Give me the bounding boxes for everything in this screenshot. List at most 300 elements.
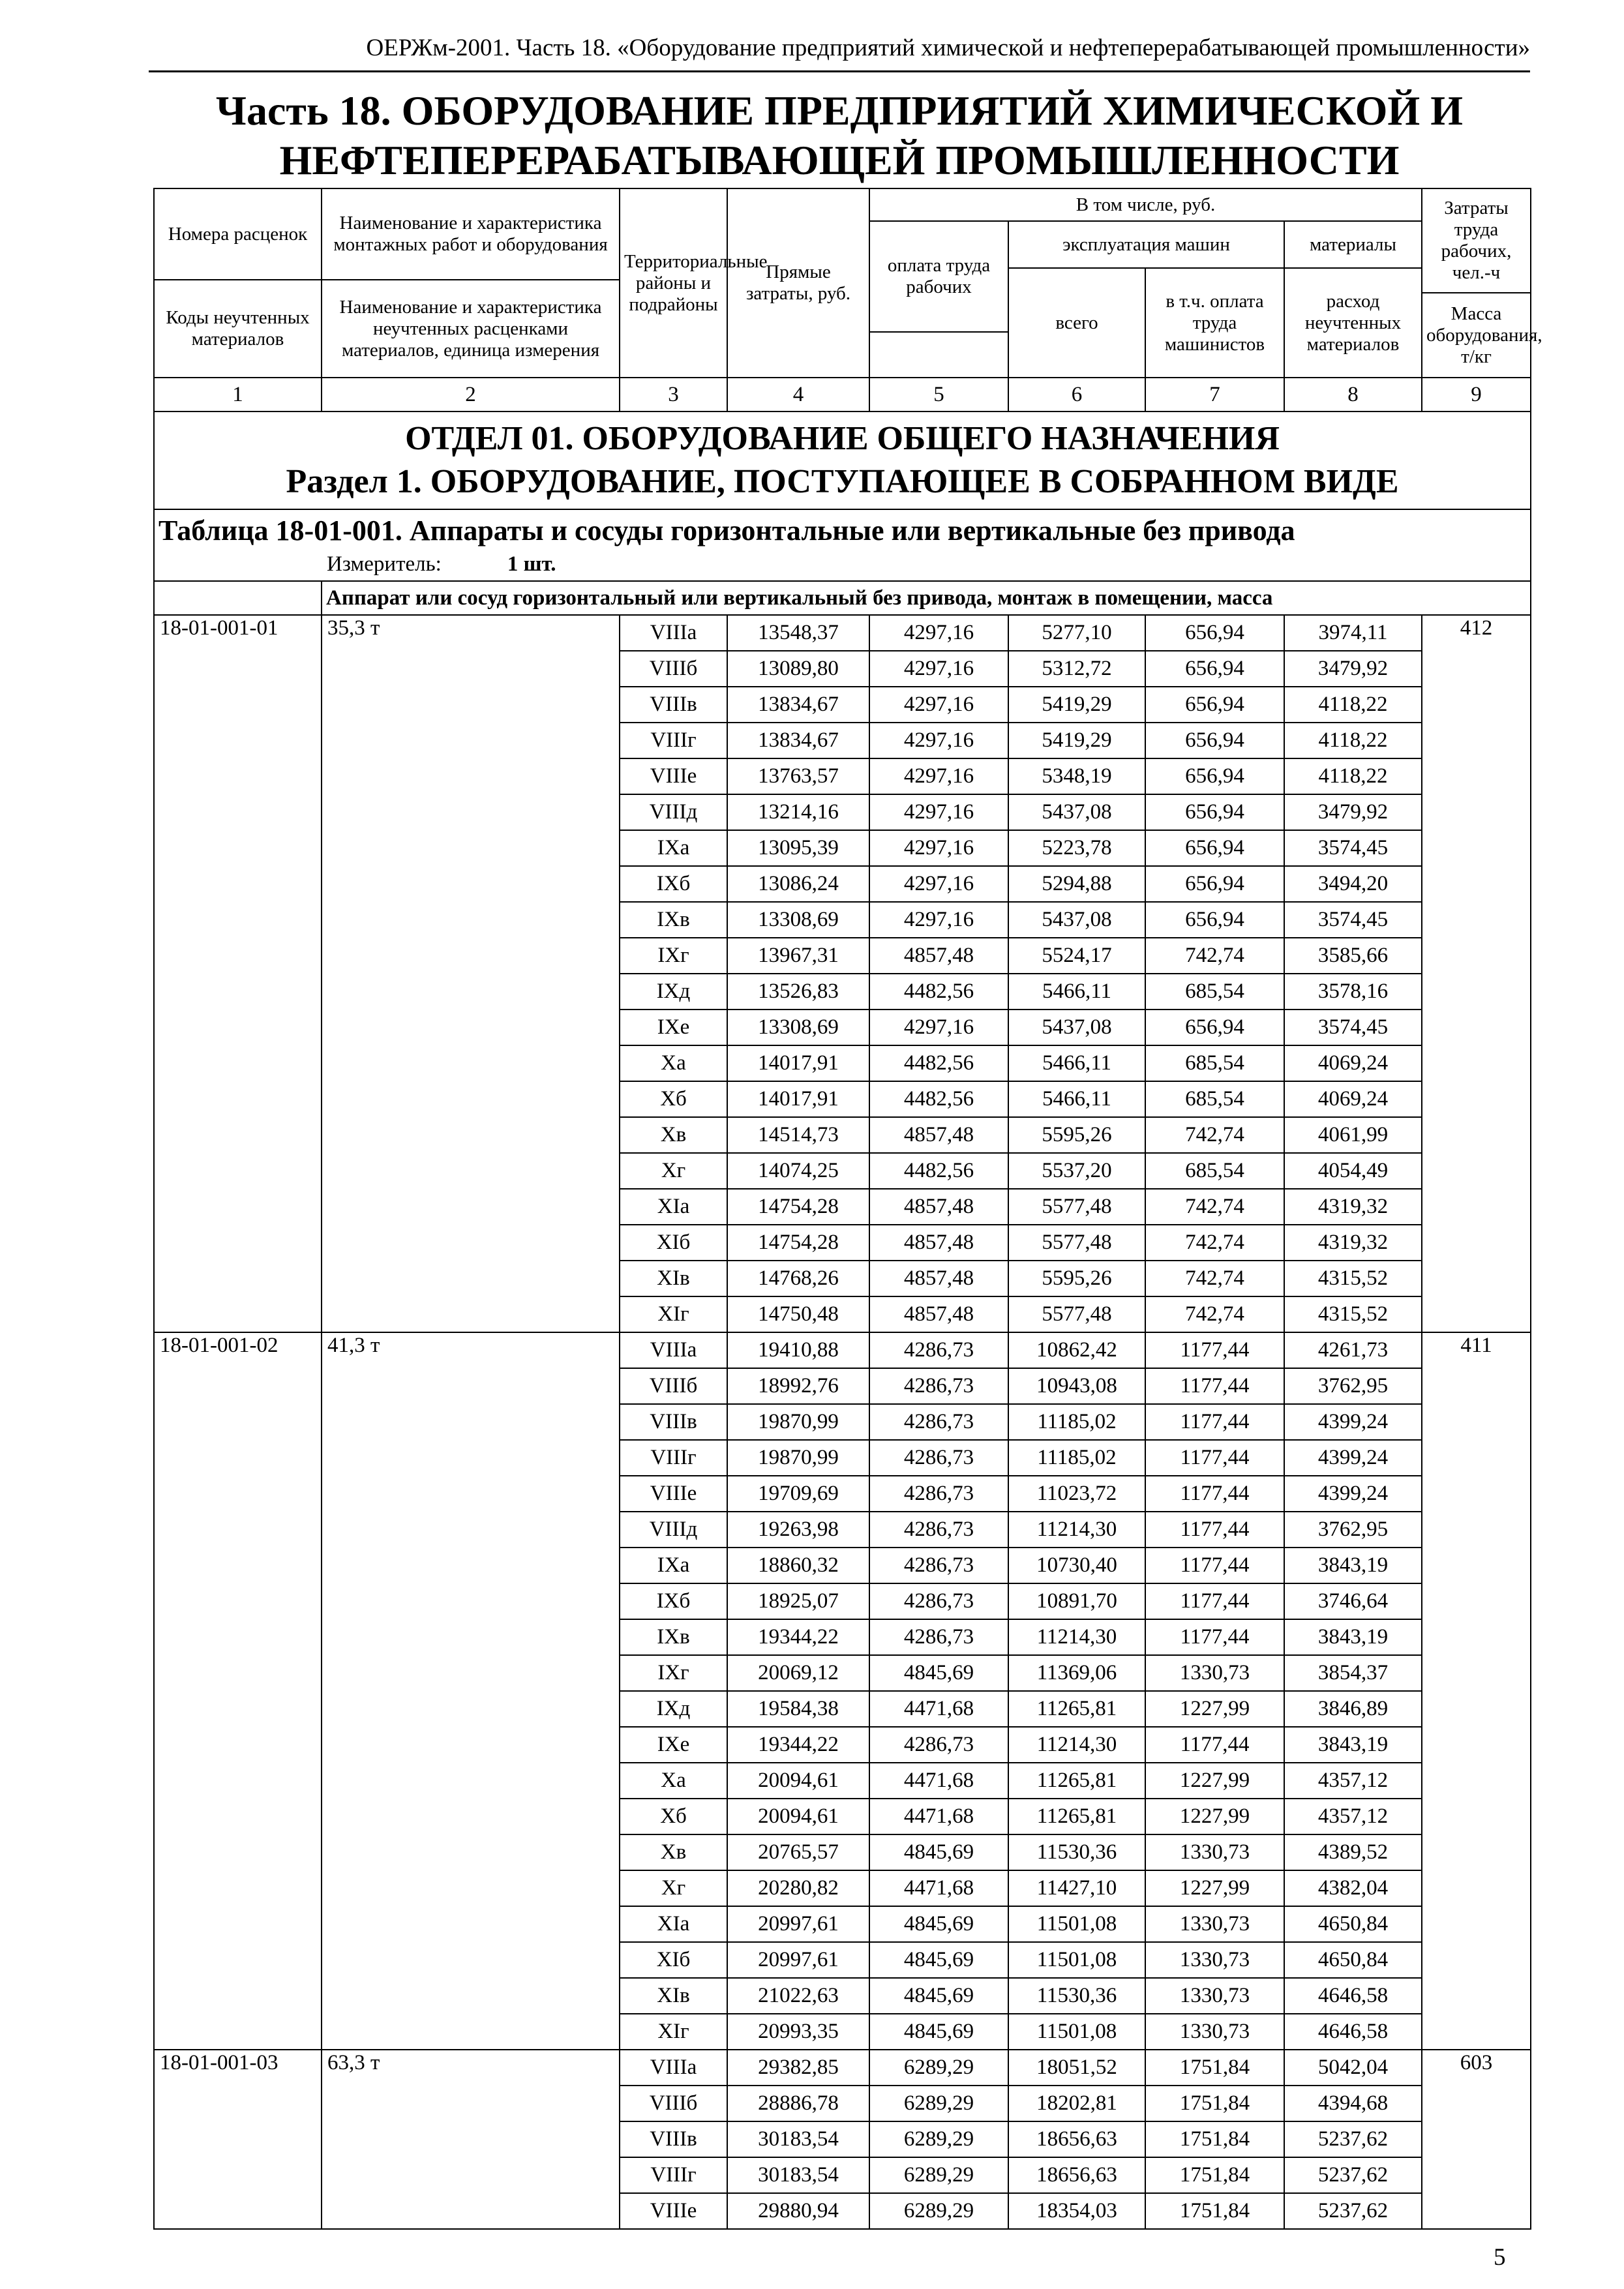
direct-costs: 13763,57 (727, 758, 869, 794)
labor-pay: 4297,16 (869, 758, 1008, 794)
territory-region: VIIIг (620, 1440, 727, 1476)
direct-costs: 20094,61 (727, 1799, 869, 1834)
machines-total: 11265,81 (1008, 1799, 1145, 1834)
labor-hours-empty (1422, 902, 1531, 938)
machinist-pay: 685,54 (1145, 1081, 1284, 1117)
territory-region: XIб (620, 1225, 727, 1261)
machinist-pay: 742,74 (1145, 1261, 1284, 1296)
work-name-empty (322, 723, 620, 758)
labor-pay: 4286,73 (869, 1368, 1008, 1404)
labor-pay: 4297,16 (869, 902, 1008, 938)
column-number: 9 (1422, 378, 1531, 411)
labor-pay: 4286,73 (869, 1583, 1008, 1619)
labor-hours-empty (1422, 1799, 1531, 1834)
direct-costs: 14754,28 (727, 1189, 869, 1225)
work-name-empty (322, 651, 620, 687)
machines-total: 5437,08 (1008, 794, 1145, 830)
labor-pay: 4471,68 (869, 1691, 1008, 1727)
labor-pay: 4482,56 (869, 1045, 1008, 1081)
labor-pay: 4845,69 (869, 1834, 1008, 1870)
machinist-pay: 1751,84 (1145, 2157, 1284, 2193)
machines-total: 10862,42 (1008, 1332, 1145, 1368)
machinist-pay: 1330,73 (1145, 1978, 1284, 2014)
table-row (154, 2014, 1531, 2050)
work-name-empty (322, 1404, 620, 1440)
rate-code: 18-01-001-03 (154, 2050, 322, 2086)
header-rule (149, 70, 1530, 72)
header-col8: расход неучтенных материалов (1284, 268, 1422, 378)
territory-region: IXг (620, 1655, 727, 1691)
table-row (154, 974, 1531, 1010)
direct-costs: 30183,54 (727, 2157, 869, 2193)
rate-code-empty (154, 1870, 322, 1906)
rate-code-empty (154, 2193, 322, 2229)
machinist-pay: 1177,44 (1145, 1583, 1284, 1619)
machinist-pay: 1177,44 (1145, 1476, 1284, 1512)
labor-pay: 4297,16 (869, 615, 1008, 651)
table-row (154, 1296, 1531, 1332)
machines-total: 11530,36 (1008, 1978, 1145, 2014)
column-number: 4 (727, 378, 869, 411)
work-name-empty (322, 1548, 620, 1583)
materials-cost: 4319,32 (1284, 1225, 1422, 1261)
direct-costs: 18992,76 (727, 1368, 869, 1404)
machines-total: 5537,20 (1008, 1153, 1145, 1189)
direct-costs: 20765,57 (727, 1834, 869, 1870)
materials-cost: 5042,04 (1284, 2050, 1422, 2086)
materials-cost: 4399,24 (1284, 1404, 1422, 1440)
territory-region: Xа (620, 1045, 727, 1081)
table-row (154, 2050, 1531, 2086)
machinist-pay: 1177,44 (1145, 1512, 1284, 1548)
rate-code-empty (154, 938, 322, 974)
machinist-pay: 1177,44 (1145, 1332, 1284, 1368)
machines-total: 11214,30 (1008, 1512, 1145, 1548)
table-row (154, 1117, 1531, 1153)
table-row (154, 723, 1531, 758)
direct-costs: 13834,67 (727, 687, 869, 723)
labor-hours-empty (1422, 974, 1531, 1010)
table-row (154, 1368, 1531, 1404)
section-heading (154, 411, 1531, 509)
labor-hours-empty (1422, 1261, 1531, 1296)
direct-costs: 19870,99 (727, 1440, 869, 1476)
rate-code-empty (154, 1368, 322, 1404)
machinist-pay: 1330,73 (1145, 1834, 1284, 1870)
territory-region: VIIIб (620, 2086, 727, 2121)
work-name-empty (322, 1045, 620, 1081)
machines-total: 11265,81 (1008, 1763, 1145, 1799)
labor-hours-empty (1422, 1404, 1531, 1440)
direct-costs: 14768,26 (727, 1261, 869, 1296)
direct-costs: 14754,28 (727, 1225, 869, 1261)
labor-hours-empty (1422, 2157, 1531, 2193)
table-row (154, 938, 1531, 974)
materials-cost: 3578,16 (1284, 974, 1422, 1010)
direct-costs: 13967,31 (727, 938, 869, 974)
direct-costs: 13214,16 (727, 794, 869, 830)
materials-cost: 4650,84 (1284, 1906, 1422, 1942)
work-name-empty (322, 2086, 620, 2121)
direct-costs: 28886,78 (727, 2086, 869, 2121)
column-number: 2 (322, 378, 620, 411)
materials-cost: 4118,22 (1284, 758, 1422, 794)
header-col1-top: Номера расценок (154, 188, 322, 280)
direct-costs: 13526,83 (727, 974, 869, 1010)
rate-code-empty (154, 1906, 322, 1942)
territory-region: IXв (620, 1619, 727, 1655)
table-row (154, 758, 1531, 794)
work-name-empty (322, 902, 620, 938)
table-row (154, 1153, 1531, 1189)
machinist-pay: 1751,84 (1145, 2050, 1284, 2086)
labor-pay: 4845,69 (869, 1978, 1008, 2014)
territory-region: IXе (620, 1727, 727, 1763)
machinist-pay: 1751,84 (1145, 2121, 1284, 2157)
direct-costs: 13308,69 (727, 1010, 869, 1045)
territory-region: XIв (620, 1261, 727, 1296)
work-name-empty (322, 2157, 620, 2193)
column-number: 1 (154, 378, 322, 411)
labor-hours-empty (1422, 687, 1531, 723)
materials-cost: 4389,52 (1284, 1834, 1422, 1870)
work-name-empty (322, 2121, 620, 2157)
territory-region: IXб (620, 866, 727, 902)
machinist-pay: 656,94 (1145, 687, 1284, 723)
rate-code-empty (154, 1619, 322, 1655)
machines-total: 5277,10 (1008, 615, 1145, 651)
table-row (154, 1763, 1531, 1799)
machines-total: 18354,03 (1008, 2193, 1145, 2229)
labor-pay: 4857,48 (869, 1296, 1008, 1332)
table-row (154, 1081, 1531, 1117)
table-title: Таблица 18-01-001. Аппараты и сосуды горизонтальные или вертикальные без привода (158, 515, 1295, 546)
materials-cost: 5237,62 (1284, 2121, 1422, 2157)
labor-hours-empty (1422, 1942, 1531, 1978)
machinist-pay: 1227,99 (1145, 1691, 1284, 1727)
labor-hours: 411 (1422, 1332, 1531, 1368)
direct-costs: 13308,69 (727, 902, 869, 938)
labor-pay: 4286,73 (869, 1727, 1008, 1763)
labor-pay: 4482,56 (869, 1153, 1008, 1189)
materials-cost: 3494,20 (1284, 866, 1422, 902)
territory-region: Xа (620, 1763, 727, 1799)
desc-empty-cell (154, 581, 322, 615)
header-col9-top: Затраты труда рабочих, чел.-ч (1422, 188, 1531, 293)
measure-label: Измеритель: (327, 552, 442, 576)
machines-total: 11265,81 (1008, 1691, 1145, 1727)
machines-total: 11185,02 (1008, 1440, 1145, 1476)
work-name-empty (322, 830, 620, 866)
table-row (154, 1404, 1531, 1440)
materials-cost: 3746,64 (1284, 1583, 1422, 1619)
machinist-pay: 656,94 (1145, 1010, 1284, 1045)
labor-pay: 4845,69 (869, 1655, 1008, 1691)
table-row (154, 1870, 1531, 1906)
direct-costs: 13086,24 (727, 866, 869, 902)
materials-cost: 4650,84 (1284, 1942, 1422, 1978)
labor-hours-empty (1422, 794, 1531, 830)
rate-code-empty (154, 1225, 322, 1261)
machinist-pay: 656,94 (1145, 758, 1284, 794)
territory-region: VIIIе (620, 1476, 727, 1512)
labor-pay: 4857,48 (869, 938, 1008, 974)
rate-code-empty (154, 1296, 322, 1332)
labor-pay: 4297,16 (869, 723, 1008, 758)
machinist-pay: 656,94 (1145, 830, 1284, 866)
column-number: 7 (1145, 378, 1284, 411)
part-title (149, 86, 1530, 185)
rate-code-empty (154, 2086, 322, 2121)
rate-code-empty (154, 794, 322, 830)
work-name-empty (322, 1189, 620, 1225)
rate-code-empty (154, 1010, 322, 1045)
machinist-pay: 1177,44 (1145, 1368, 1284, 1404)
materials-cost: 4394,68 (1284, 2086, 1422, 2121)
machines-total: 5595,26 (1008, 1261, 1145, 1296)
labor-hours-empty (1422, 1906, 1531, 1942)
work-name-empty (322, 1655, 620, 1691)
machinist-pay: 1751,84 (1145, 2193, 1284, 2229)
machines-total: 5312,72 (1008, 651, 1145, 687)
rate-code-empty (154, 866, 322, 902)
machines-total: 11501,08 (1008, 2014, 1145, 2050)
labor-hours-empty (1422, 1978, 1531, 2014)
rate-code-empty (154, 1045, 322, 1081)
work-name-empty (322, 1727, 620, 1763)
labor-hours: 603 (1422, 2050, 1531, 2086)
machines-total: 11501,08 (1008, 1942, 1145, 1978)
rate-code-empty (154, 1978, 322, 2014)
work-name-empty (322, 1440, 620, 1476)
materials-cost: 3574,45 (1284, 1010, 1422, 1045)
machinist-pay: 656,94 (1145, 723, 1284, 758)
materials-cost: 3974,11 (1284, 615, 1422, 651)
labor-hours-empty (1422, 1045, 1531, 1081)
labor-pay: 4471,68 (869, 1763, 1008, 1799)
labor-pay: 4286,73 (869, 1512, 1008, 1548)
labor-pay: 4286,73 (869, 1440, 1008, 1476)
rate-code-empty (154, 902, 322, 938)
rates-table (153, 188, 1542, 2230)
rate-code-empty (154, 1117, 322, 1153)
labor-hours-empty (1422, 1512, 1531, 1548)
labor-hours-empty (1422, 1225, 1531, 1261)
rate-code-empty (154, 1655, 322, 1691)
machines-total: 5419,29 (1008, 687, 1145, 723)
machines-total: 11530,36 (1008, 1834, 1145, 1870)
work-name: 35,3 т (322, 615, 620, 651)
rate-code-empty (154, 687, 322, 723)
labor-pay: 4845,69 (869, 1906, 1008, 1942)
part-title-line1: Часть 18. ОБОРУДОВАНИЕ ПРЕДПРИЯТИЙ ХИМИЧЕСКОЙ И (216, 87, 1463, 134)
work-name-empty (322, 1906, 620, 1942)
labor-hours-empty (1422, 1655, 1531, 1691)
territory-region: Xв (620, 1834, 727, 1870)
materials-cost: 4069,24 (1284, 1081, 1422, 1117)
machines-total: 11214,30 (1008, 1727, 1145, 1763)
labor-pay: 4286,73 (869, 1476, 1008, 1512)
labor-pay: 4297,16 (869, 1010, 1008, 1045)
territory-region: XIг (620, 2014, 727, 2050)
work-name-empty (322, 1010, 620, 1045)
table-row (154, 1189, 1531, 1225)
header-col1-bottom: Коды неучтенных материалов (154, 280, 322, 378)
table-row (154, 1225, 1531, 1261)
labor-pay: 4482,56 (869, 974, 1008, 1010)
territory-region: IXа (620, 1548, 727, 1583)
labor-pay: 4482,56 (869, 1081, 1008, 1117)
machines-total: 5437,08 (1008, 1010, 1145, 1045)
direct-costs: 19870,99 (727, 1404, 869, 1440)
table-row (154, 1512, 1531, 1548)
labor-pay: 4286,73 (869, 1332, 1008, 1368)
direct-costs: 14017,91 (727, 1045, 869, 1081)
machinist-pay: 1177,44 (1145, 1619, 1284, 1655)
table-row (154, 615, 1531, 651)
direct-costs: 19344,22 (727, 1727, 869, 1763)
work-name-empty (322, 1799, 620, 1834)
direct-costs: 13834,67 (727, 723, 869, 758)
labor-hours-empty (1422, 1727, 1531, 1763)
table-row (154, 651, 1531, 687)
table-row (154, 1978, 1531, 2014)
materials-cost: 4315,52 (1284, 1261, 1422, 1296)
machines-total: 11427,10 (1008, 1870, 1145, 1906)
rate-code-empty (154, 1153, 322, 1189)
rate-code-empty (154, 1942, 322, 1978)
labor-hours-empty (1422, 1548, 1531, 1583)
direct-costs: 19410,88 (727, 1332, 869, 1368)
rate-code-empty (154, 1081, 322, 1117)
territory-region: VIIIв (620, 2121, 727, 2157)
materials-cost: 3574,45 (1284, 902, 1422, 938)
machinist-pay: 1177,44 (1145, 1727, 1284, 1763)
labor-pay: 4845,69 (869, 1942, 1008, 1978)
machinist-pay: 1330,73 (1145, 2014, 1284, 2050)
labor-hours-empty (1422, 758, 1531, 794)
direct-costs: 20993,35 (727, 2014, 869, 2050)
rate-code-empty (154, 2157, 322, 2193)
work-name: 63,3 т (322, 2050, 620, 2086)
table-row (154, 866, 1531, 902)
machinist-pay: 1177,44 (1145, 1548, 1284, 1583)
machines-total: 5223,78 (1008, 830, 1145, 866)
machinist-pay: 656,94 (1145, 902, 1284, 938)
table-row (154, 1619, 1531, 1655)
direct-costs: 20280,82 (727, 1870, 869, 1906)
work-name-empty (322, 1512, 620, 1548)
machines-total: 11501,08 (1008, 1906, 1145, 1942)
labor-hours-empty (1422, 1691, 1531, 1727)
materials-cost: 3846,89 (1284, 1691, 1422, 1727)
header-col9-bottom: Масса оборудования, т/кг (1422, 293, 1531, 378)
labor-pay: 4297,16 (869, 866, 1008, 902)
work-description: Аппарат или сосуд горизонтальный или вертикальный без привода, монтаж в помещении, масса (322, 581, 1531, 615)
machinist-pay: 1227,99 (1145, 1870, 1284, 1906)
work-name-empty (322, 1476, 620, 1512)
labor-pay: 6289,29 (869, 2050, 1008, 2086)
table-row (154, 2121, 1531, 2157)
labor-hours-empty (1422, 1296, 1531, 1332)
work-name-empty (322, 687, 620, 723)
column-number: 8 (1284, 378, 1422, 411)
labor-hours: 412 (1422, 615, 1531, 651)
materials-cost: 3843,19 (1284, 1548, 1422, 1583)
column-number: 5 (869, 378, 1008, 411)
header-group-machines: эксплуатация машин (1008, 221, 1284, 268)
rate-code-empty (154, 1727, 322, 1763)
work-name-empty (322, 1834, 620, 1870)
table-row (154, 1691, 1531, 1727)
table-row (154, 1476, 1531, 1512)
table-row (154, 1727, 1531, 1763)
territory-region: IXд (620, 1691, 727, 1727)
territory-region: XIб (620, 1942, 727, 1978)
direct-costs: 20094,61 (727, 1763, 869, 1799)
direct-costs: 18860,32 (727, 1548, 869, 1583)
machines-total: 5577,48 (1008, 1296, 1145, 1332)
materials-cost: 3843,19 (1284, 1619, 1422, 1655)
labor-hours-empty (1422, 2121, 1531, 2157)
labor-hours-empty (1422, 1153, 1531, 1189)
labor-hours-empty (1422, 1189, 1531, 1225)
direct-costs: 13095,39 (727, 830, 869, 866)
labor-pay: 4297,16 (869, 794, 1008, 830)
table-title-cell (154, 509, 1531, 581)
materials-cost: 3479,92 (1284, 651, 1422, 687)
labor-hours-empty (1422, 2193, 1531, 2229)
labor-hours-empty (1422, 1583, 1531, 1619)
machines-total: 5595,26 (1008, 1117, 1145, 1153)
direct-costs: 14017,91 (727, 1081, 869, 1117)
running-header: ОЕРЖм-2001. Часть 18. «Оборудование предприятий химической и нефтеперерабатывающей промышленности» (366, 35, 1530, 61)
table-row (154, 1655, 1531, 1691)
territory-region: Xг (620, 1153, 727, 1189)
table-row (154, 1548, 1531, 1583)
labor-hours-empty (1422, 1440, 1531, 1476)
rate-code-empty (154, 1476, 322, 1512)
labor-pay: 4845,69 (869, 2014, 1008, 2050)
rate-code-empty (154, 1834, 322, 1870)
machinist-pay: 685,54 (1145, 1153, 1284, 1189)
work-name-empty (322, 1225, 620, 1261)
table-row (154, 1834, 1531, 1870)
table-row (154, 1583, 1531, 1619)
labor-pay: 4297,16 (869, 830, 1008, 866)
labor-pay: 4297,16 (869, 651, 1008, 687)
work-name-empty (322, 1117, 620, 1153)
machinist-pay: 1177,44 (1145, 1404, 1284, 1440)
territory-region: VIIIв (620, 687, 727, 723)
table-row (154, 687, 1531, 723)
direct-costs: 14514,73 (727, 1117, 869, 1153)
work-name-empty (322, 2014, 620, 2050)
labor-hours-empty (1422, 723, 1531, 758)
labor-hours-empty (1422, 1368, 1531, 1404)
table-row (154, 2157, 1531, 2193)
work-name-empty (322, 938, 620, 974)
machinist-pay: 1330,73 (1145, 1906, 1284, 1942)
labor-hours-empty (1422, 1763, 1531, 1799)
direct-costs: 21022,63 (727, 1978, 869, 2014)
territory-region: XIа (620, 1906, 727, 1942)
rate-code: 18-01-001-02 (154, 1332, 322, 1368)
direct-costs: 18925,07 (727, 1583, 869, 1619)
machines-total: 11214,30 (1008, 1619, 1145, 1655)
work-name-empty (322, 1153, 620, 1189)
rate-code-empty (154, 2121, 322, 2157)
